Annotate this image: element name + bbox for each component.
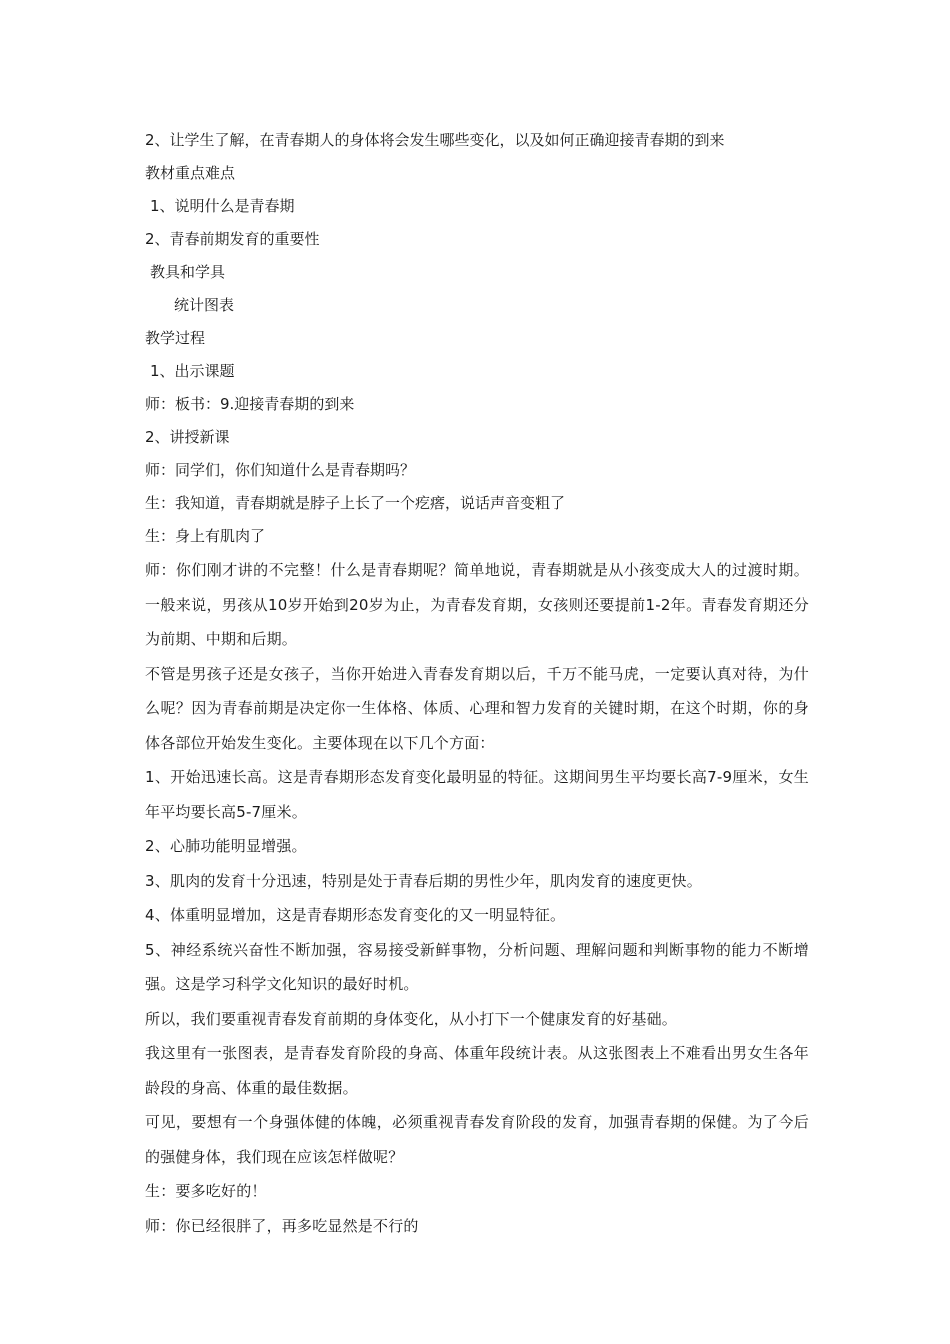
section-heading-key-points: 教材重点难点 (145, 164, 236, 182)
document-body (145, 124, 809, 1243)
change-item-3: 3、肌肉的发育十分迅速，特别是处于青春后期的男性少年，肌肉发育的速度更快。 (145, 871, 702, 890)
dialogue-teacher-reply: 师：你已经很胖了，再多吃显然是不行的 (145, 1216, 419, 1235)
dialogue-teacher-question: 师：同学们，你们知道什么是青春期吗？ (145, 461, 416, 479)
process-step-1: 1、出示课题 (150, 362, 235, 380)
teacher-blackboard-line: 师：板书：9.迎接青春期的到来 (145, 395, 355, 413)
change-item-1: 1、开始迅速长高。这是青春期形态发育变化最明显的特征。这期间男生平均要长高7-9厘米，女生年平均要长高5-7厘米。 (145, 768, 809, 821)
objective-2: 2、让学生了解，在青春期人的身体将会发生哪些变化，以及如何正确迎接青春期的到来 (145, 131, 725, 149)
paragraph-chart-reference: 我这里有一张图表，是青春发育阶段的身高、体重年段统计表。从这张图表上不难看出男女生各年龄段的身高、体重的最佳数据。 (145, 1044, 809, 1097)
section-heading-materials: 教具和学具 (150, 263, 226, 281)
paragraph-question: 可见，要想有一个身强体健的体魄，必须重视青春发育阶段的发育，加强青春期的保健。为了今后的强健身体，我们现在应该怎样做呢？ (145, 1113, 809, 1166)
dialogue-student-answer-1: 生：我知道，青春期就是脖子上长了一个疙瘩，说话声音变粗了 (145, 494, 566, 512)
paragraph-conclusion: 所以，我们要重视青春发育前期的身体变化，从小打下一个健康发育的好基础。 (145, 1009, 678, 1028)
paragraph-importance: 不管是男孩子还是女孩子，当你开始进入青春发育期以后，千万不能马虎，一定要认真对待，为什么呢？因为青春前期是决定你一生体格、体质、心理和智力发育的关键时期，在这个时期，你的身体各部位开始发生变化。主要体现在以下几个方面： (145, 664, 809, 752)
section-heading-process: 教学过程 (145, 329, 206, 347)
materials-item: 统计图表 (174, 296, 235, 314)
key-point-1: 1、说明什么是青春期 (150, 197, 295, 215)
change-item-4: 4、体重明显增加，这是青春期形态发育变化的又一明显特征。 (145, 906, 566, 924)
paragraph-definition: 师：你们刚才讲的不完整！什么是青春期呢？简单地说，青春期就是从小孩变成大人的过渡时期。一般来说，男孩从10岁开始到20岁为止，为青春发育期，女孩则还要提前1-2年。青春发育期还分为前期、中期和后期。 (145, 561, 809, 648)
key-point-2: 2、青春前期发育的重要性 (145, 230, 320, 248)
change-item-2: 2、心肺功能明显增强。 (145, 837, 307, 855)
dialogue-student-answer-2: 生：身上有肌肉了 (145, 527, 266, 545)
change-item-5: 5、神经系统兴奋性不断加强，容易接受新鲜事物，分析问题、理解问题和判断事物的能力不断增强。这是学习科学文化知识的最好时机。 (145, 940, 809, 993)
dialogue-student-answer-3: 生：要多吃好的！ (145, 1182, 267, 1200)
process-step-2: 2、讲授新课 (145, 428, 230, 446)
